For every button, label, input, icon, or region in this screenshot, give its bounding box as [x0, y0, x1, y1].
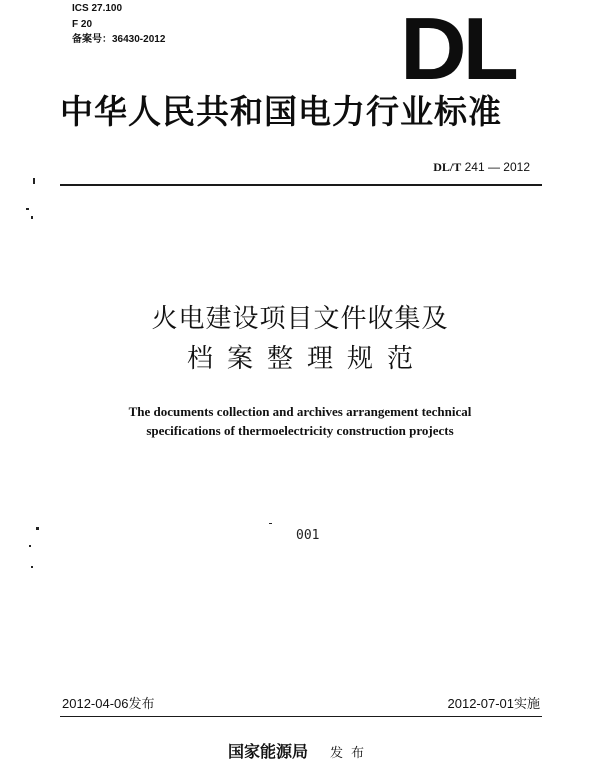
classification-code: F 20: [72, 19, 93, 30]
document-title-cn-line1: 火电建设项目文件收集及: [151, 304, 449, 334]
scan-speck: [269, 523, 272, 524]
ics-code: ICS 27.100: [72, 3, 123, 14]
filing-number: 备案号：36430-2012: [72, 34, 166, 45]
standard-code-number: 241 — 2012: [464, 160, 530, 174]
page-stamp: 001: [296, 528, 320, 543]
document-title-en-line1: The documents collection and archives arrangement technical: [128, 404, 472, 419]
scan-speck: [31, 566, 33, 568]
document-title-en: [0, 402, 600, 440]
document-title-en-line2: specifications of thermoelectricity construction projects: [146, 423, 454, 438]
scan-speck: [29, 545, 31, 547]
scan-speck: [31, 216, 33, 219]
dl-logo: DL: [400, 0, 515, 98]
publisher: [0, 739, 600, 762]
scan-speck: [33, 178, 35, 184]
standard-code-prefix: DL/T: [433, 160, 462, 174]
publish-action: 发布: [330, 746, 373, 761]
document-title-cn-line2: 档案整理规范: [186, 344, 427, 374]
scan-speck: [36, 527, 39, 530]
scan-speck: [26, 208, 29, 210]
issue-date: 2012-04-06发布: [62, 696, 155, 711]
top-rule: [60, 184, 542, 186]
standard-title: 中华人民共和国电力行业标准: [60, 92, 502, 131]
publisher-name: 国家能源局: [227, 742, 308, 761]
standard-code: [433, 160, 530, 175]
bottom-rule: [60, 716, 542, 717]
implementation-date: 2012-07-01实施: [447, 696, 540, 711]
